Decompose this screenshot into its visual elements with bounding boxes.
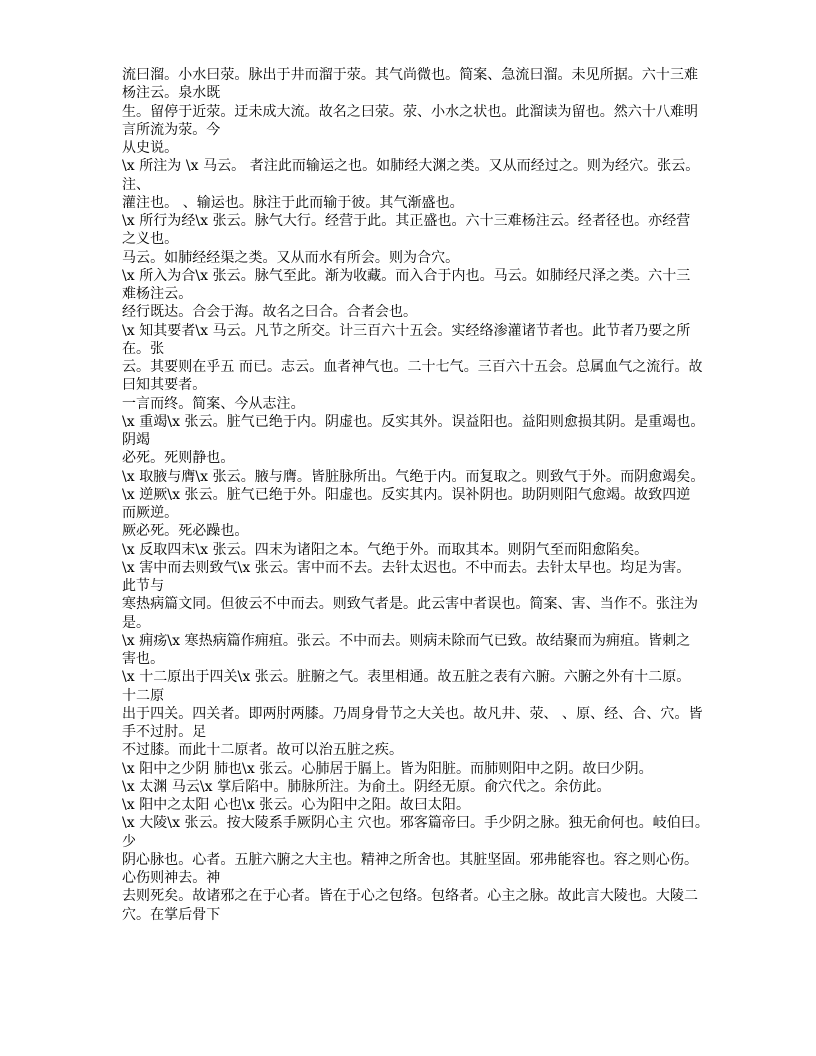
- text-line: \x 逆厥\x 张云。脏气已绝于外。阳虚也。反实其内。误补阴也。助阴则阳气愈竭。故致四逆: [122, 486, 691, 503]
- text-line: \x 大陵\x 张云。按大陵系手厥阴心主 穴也。邪客篇帝曰。手少阴之脉。独无俞何也。岐伯曰。: [122, 815, 709, 832]
- text-line: 害也。: [122, 651, 165, 667]
- text-line: \x 所行为经\x 张云。脉气大行。经营于此。其正盛也。六十三难杨注云。经者径也。亦经营: [122, 213, 691, 229]
- text-line: 心伤则神去。神: [122, 870, 221, 886]
- text-line: \x 反取四末\x 张云。四末为诸阳之本。气绝于外。而取其本。则阴气至而阳愈陷矣。: [122, 541, 649, 558]
- text-line: 阴竭: [122, 432, 151, 448]
- text-line: 云。其要则在乎五 而已。志云。血者神气也。二十七气。三百六十五会。总属血气之流行。故: [122, 359, 703, 375]
- text-line: 寒热病篇文同。但彼云不中而去。则致气者是。此云害中者误也。简案、害、当作不。张注为: [122, 596, 699, 613]
- text-line: \x 痈疡\x 寒热病篇作痈疽。张云。不中而去。则病未除而气已致。故结聚而为痈疽。皆刺之: [122, 632, 691, 649]
- text-line: 在。张: [122, 340, 165, 357]
- text-line: 去则死矣。故诸邪之在于心者。皆在于心之包络。包络者。心主之脉。故此言大陵也。大陵二: [122, 888, 699, 905]
- text-line: 十二原: [122, 687, 165, 704]
- text-line: \x 知其要者\x 马云。凡节之所交。计三百六十五会。实经络渗灌诸节者也。此节者乃要之所: [122, 322, 691, 339]
- text-line: \x 所注为 \x 马云。 者注此而输运之也。如肺经大渊之类。又从而经过之。则为经穴。张云。: [122, 158, 700, 175]
- text-line: 阴心脉也。心者。五脏六腑之大主也。精神之所舍也。其脏坚固。邪弗能容也。容之则心伤。: [122, 851, 699, 868]
- text-line: \x 重竭\x 张云。脏气已绝于内。阴虚也。反实其外。误益阳也。益阳则愈损其阴。是重竭也。: [122, 413, 705, 430]
- text-line: 穴。在掌后骨下: [122, 906, 221, 923]
- text-line: 不过膝。而此十二原者。故可以治五脏之疾。: [122, 742, 403, 759]
- text-line: 经行既达。合会于海。故名之曰合。合者会也。: [122, 304, 418, 321]
- text-line: 难杨注云。: [122, 286, 193, 302]
- text-line: 厥必死。死必躁也。: [122, 523, 249, 540]
- text-line: 是。: [122, 614, 151, 631]
- text-line: 言所流为荥。今: [122, 121, 221, 138]
- text-line: 杨注云。泉水既: [122, 85, 221, 102]
- text-line: 必死。死则静也。: [122, 450, 235, 467]
- text-line: 流曰溜。小水曰荥。脉出于井而溜于荥。其气尚微也。简案、急流曰溜。未见所据。六十三难: [122, 67, 699, 83]
- text-line: 从史说。: [122, 140, 179, 156]
- document-page: [122, 66, 722, 924]
- text-line: 而厥逆。: [122, 505, 179, 521]
- text-line: 手不过肘。足: [122, 724, 207, 740]
- text-line: \x 所入为合\x 张云。脉气至此。渐为收藏。而入合于内也。马云。如肺经尺泽之类。六十三: [122, 267, 691, 284]
- text-line: \x 太渊 马云\x 掌后陷中。肺脉所注。为俞土。阴经无原。俞穴代之。余仿此。: [122, 778, 611, 795]
- text-line: 少: [122, 833, 137, 850]
- text-line: 灌注也。 、输运也。脉注于此而输于彼。其气渐盛也。: [122, 194, 464, 211]
- text-line: 出于四关。四关者。即两肘两膝。乃周身骨节之大关也。故凡井、荥、 、原、经、合、穴。皆: [122, 705, 703, 722]
- text-line: \x 十二原出于四关\x 张云。脏腑之气。表里相通。故五脏之表有六腑。六腑之外有十二原。: [122, 669, 691, 686]
- text-line: 一言而终。简案、今从志注。: [122, 395, 305, 412]
- text-line: 之义也。: [122, 231, 179, 248]
- text-line: \x 阳中之太阳 心也\x 张云。心为阳中之阳。故曰太阳。: [122, 797, 471, 813]
- text-line: 马云。如肺经经渠之类。又从而水有所会。则为合穴。: [122, 249, 460, 266]
- text-line: \x 害中而去则致气\x 张云。害中而不去。去针太迟也。不中而去。去针太早也。均足为害。: [122, 559, 691, 576]
- text-line: 注、: [122, 176, 151, 193]
- text-line: 曰知其要者。: [122, 377, 207, 394]
- text-line: 此节与: [122, 578, 165, 594]
- text-line: 生。留停于近荥。迂未成大流。故名之曰荥。荥、小水之状也。此溜读为留也。然六十八难明: [122, 103, 699, 120]
- text-line: \x 阳中之少阴 肺也\x 张云。心肺居于膈上。皆为阳脏。而肺则阳中之阴。故曰少阴。: [122, 760, 653, 777]
- text-line: \x 取腋与膺\x 张云。腋与膺。皆脏脉所出。气绝于内。而复取之。则致气于外。而阴愈竭矣。: [122, 468, 705, 485]
